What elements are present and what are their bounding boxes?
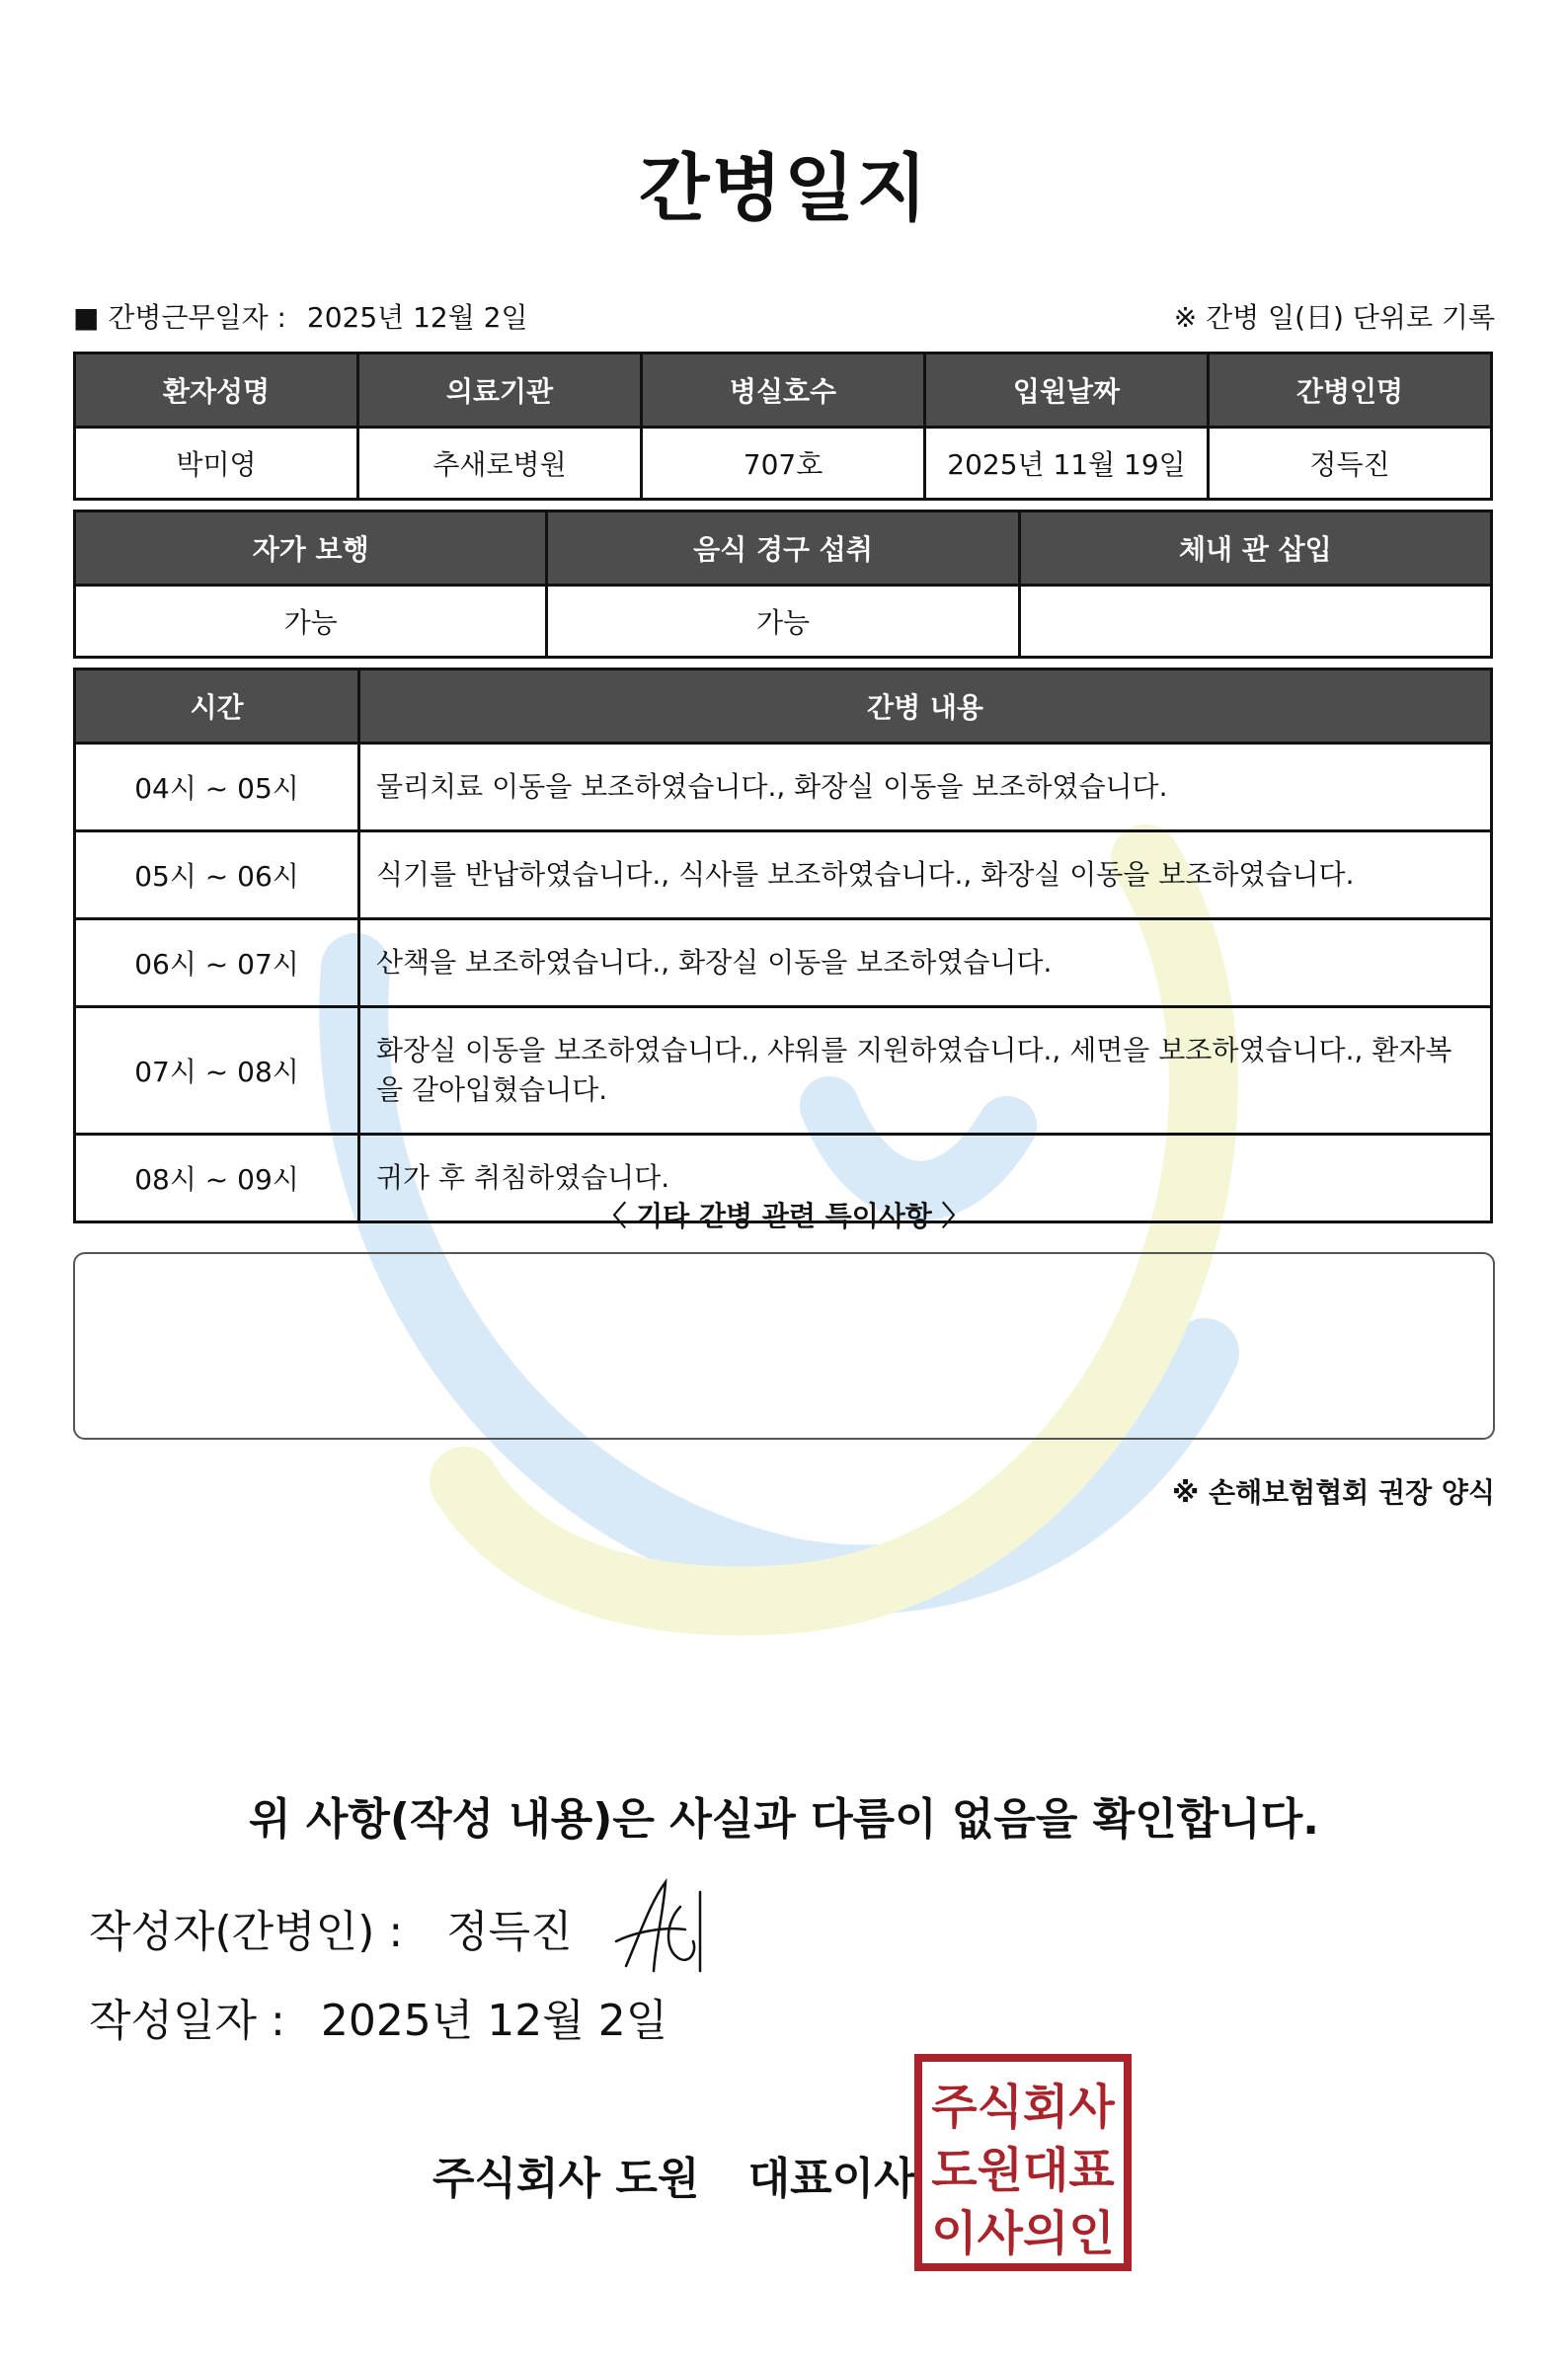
care-log-header-row bbox=[75, 669, 1492, 744]
write-date-line bbox=[89, 1985, 667, 2048]
company-line bbox=[432, 2143, 916, 2206]
document-title: 간병일지 bbox=[639, 146, 929, 231]
header-caregiver-name: 간병인명 bbox=[1209, 354, 1492, 428]
work-date-value: 2025년 12월 2일 bbox=[306, 301, 528, 334]
record-note: ※ 간병 일(日) 단위로 기록 bbox=[1173, 301, 1495, 334]
header-time: 시간 bbox=[75, 669, 359, 744]
write-date-label: 작성일자 : bbox=[89, 1996, 285, 2046]
remarks-title: 〈 기타 간병 관련 특이사항 〉 bbox=[598, 1200, 970, 1232]
hospital-name: 추새로병원 bbox=[358, 428, 642, 500]
care-log-table bbox=[73, 668, 1493, 1223]
patient-info-value-row bbox=[75, 428, 1492, 500]
work-date-label: ■ 간병근무일자 : bbox=[73, 301, 286, 334]
signature-image bbox=[606, 1872, 715, 1981]
table-row bbox=[75, 744, 1492, 831]
log-time: 05시 ~ 06시 bbox=[75, 831, 359, 919]
log-content: 귀가 후 취침하였습니다. bbox=[359, 1135, 1492, 1222]
header-tube-insertion: 체내 관 삽입 bbox=[1019, 512, 1491, 586]
log-content: 산책을 보조하였습니다., 화장실 이동을 보조하였습니다. bbox=[359, 919, 1492, 1007]
seal-line-3: 이사의인 bbox=[931, 2206, 1115, 2261]
seal-line-1: 주식회사 bbox=[931, 2080, 1115, 2135]
admission-date: 2025년 11월 19일 bbox=[925, 428, 1209, 500]
remarks-box bbox=[73, 1252, 1495, 1440]
patient-status-table bbox=[73, 510, 1493, 659]
header-care-content: 간병 내용 bbox=[359, 669, 1492, 744]
form-note: ※ 손해보험협회 권장 양식 bbox=[1172, 1476, 1495, 1509]
log-time: 04시 ~ 05시 bbox=[75, 744, 359, 831]
header-patient-name: 환자성명 bbox=[75, 354, 358, 428]
log-time: 06시 ~ 07시 bbox=[75, 919, 359, 1007]
patient-name: 박미영 bbox=[75, 428, 358, 500]
table-row bbox=[75, 831, 1492, 919]
oral-intake-value: 가능 bbox=[547, 586, 1019, 658]
caregiver-name: 정득진 bbox=[1209, 428, 1492, 500]
writer-name: 정득진 bbox=[446, 1907, 573, 1957]
confirmation-statement: 위 사항(작성 내용)은 사실과 다름이 없음을 확인합니다. bbox=[249, 1794, 1319, 1845]
log-content: 물리치료 이동을 보조하였습니다., 화장실 이동을 보조하였습니다. bbox=[359, 744, 1492, 831]
company-name: 주식회사 도원 bbox=[432, 2154, 700, 2204]
self-walking-value: 가능 bbox=[75, 586, 547, 658]
log-time: 07시 ~ 08시 bbox=[75, 1007, 359, 1135]
patient-info-header-row bbox=[75, 354, 1492, 428]
header-oral-intake: 음식 경구 섭취 bbox=[547, 512, 1019, 586]
header-admission-date: 입원날짜 bbox=[925, 354, 1209, 428]
company-representative-title: 대표이사 bbox=[747, 2154, 916, 2204]
tube-insertion-value bbox=[1019, 586, 1491, 658]
log-time: 08시 ~ 09시 bbox=[75, 1135, 359, 1222]
log-content: 화장실 이동을 보조하였습니다., 샤워를 지원하였습니다., 세면을 보조하였습니다., 환자복을 갈아입혔습니다. bbox=[359, 1007, 1492, 1135]
header-hospital: 의료기관 bbox=[358, 354, 642, 428]
status-value-row bbox=[75, 586, 1492, 658]
patient-info-table bbox=[73, 352, 1493, 501]
work-date bbox=[73, 296, 528, 336]
writer-line bbox=[89, 1896, 573, 1959]
room-number: 707호 bbox=[642, 428, 925, 500]
header-self-walking: 자가 보행 bbox=[75, 512, 547, 586]
log-content: 식기를 반납하였습니다., 식사를 보조하였습니다., 화장실 이동을 보조하였습니다. bbox=[359, 831, 1492, 919]
table-row bbox=[75, 1007, 1492, 1135]
company-seal-stamp bbox=[912, 2052, 1134, 2273]
table-row bbox=[75, 919, 1492, 1007]
writer-label: 작성자(간병인) : bbox=[89, 1907, 404, 1957]
header-room: 병실호수 bbox=[642, 354, 925, 428]
seal-line-2: 도원대표 bbox=[931, 2143, 1115, 2198]
status-header-row bbox=[75, 512, 1492, 586]
write-date-value: 2025년 12월 2일 bbox=[320, 1996, 668, 2046]
